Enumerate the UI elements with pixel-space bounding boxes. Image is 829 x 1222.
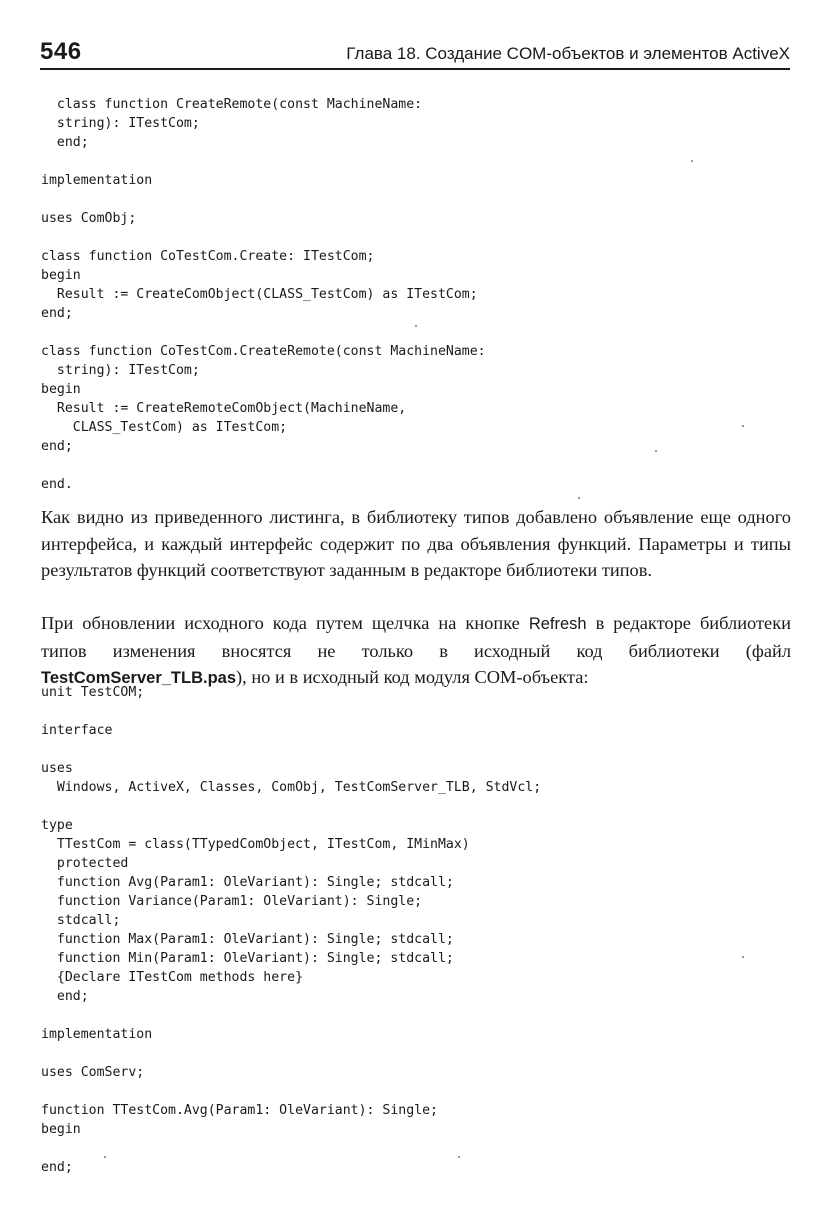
scan-speck [742,425,744,427]
page-number: 546 [40,38,82,65]
scan-speck [458,1156,460,1158]
scan-speck [691,160,693,162]
page-header [40,40,790,70]
scan-speck [578,497,580,499]
filename: TestComServer_TLB.pas [41,669,237,687]
scan-speck [104,1156,106,1158]
paragraph-1: Как видно из приведенного листинга, в библиотеку типов добавлено объявление еще одного интерфейса, и каждый интерфейс содержит по два объявления функций. Параметры и типы результатов функций соответствуют заданным в редакторе библиотеки типов. [41,507,791,580]
paragraph-2-text-b: в редакторе библиотеки типов изменения вносятся не только в исходный код библиотеки (файл [41,613,791,661]
running-head: Глава 18. Создание COM-объектов и элементов ActiveX [346,44,790,63]
paragraph-2-text-a: При обновлении исходного кода путем щелчка на кнопке [41,613,529,633]
code-listing-1: class function CreateRemote(const MachineName: string): ITestCom; end; implementation uses ComObj; class function CoTestCom.Create: ITestCom; begin Result := CreateComObject(CLASS_TestCom) as ITestCom; end; class function CoTestCom.CreateRemote(const MachineName: string): ITestCom; begin Result := CreateRemoteComObject(MachineName, CLASS_TestCom) as ITestCom; end; end. [41,97,486,492]
refresh-button-label: Refresh [528,615,587,633]
scan-speck [415,325,417,327]
code-listing-2: unit TestCOM; interface uses Windows, ActiveX, Classes, ComObj, TestComServer_TLB, StdVcl; type TTestCom = class(TTypedComObject, ITestCom, IMinMax) protected function Avg(Param1: OleVariant): Single; stdcall; function Variance(Param1: OleVariant): Single; stdcall; function Max(Param1: OleVariant): Single; stdcall; function Min(Param1: OleVariant): Single; stdcall; {Declare ITestCom methods here} end; implementation uses ComServ; function TTestCom.Avg(Param1: OleVariant): Single; begin end; [41,685,542,1175]
scan-speck [655,450,657,452]
paragraph-2-text-c: ), но и в исходный код модуля COM-объекта: [236,667,589,687]
scan-speck [742,956,744,958]
paragraph-2 [41,610,791,692]
